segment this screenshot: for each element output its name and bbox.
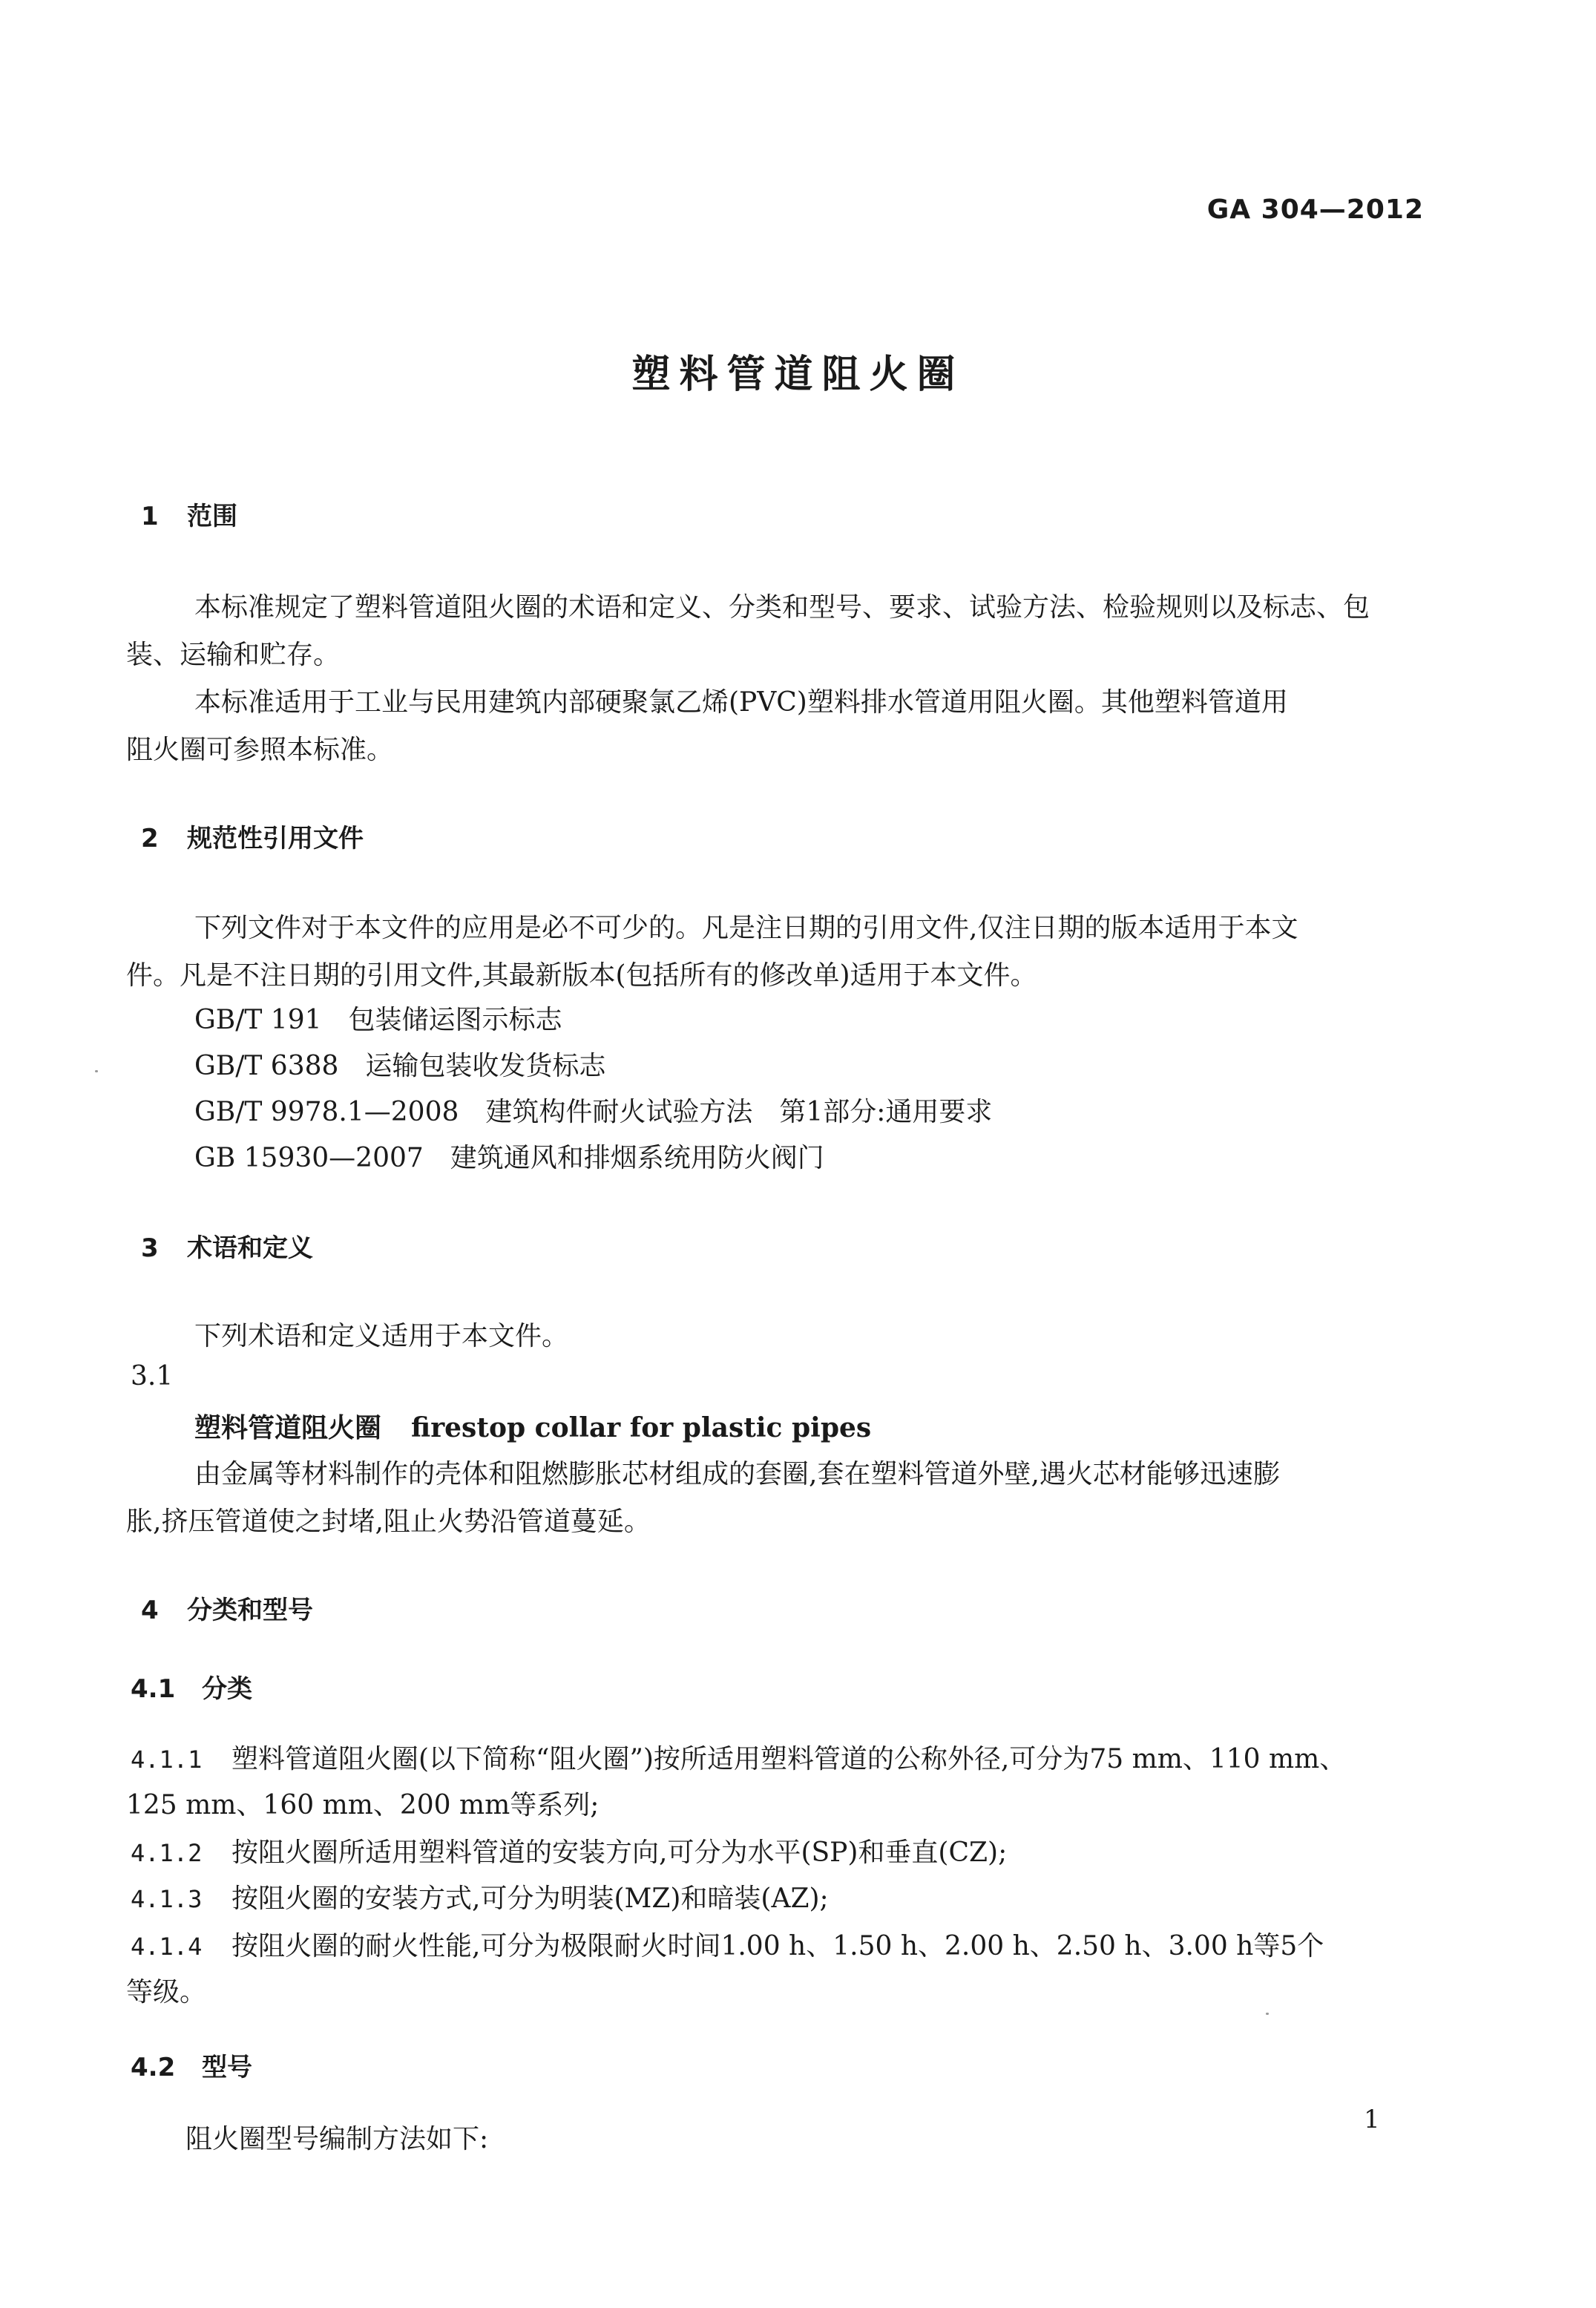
section-number: 4	[141, 1596, 159, 1625]
subsection-title: 型号	[202, 2053, 252, 2082]
reference-code: GB/T 9978.1—2008	[194, 1097, 459, 1127]
clause-number: 4.1.1	[131, 1745, 203, 1774]
section-title: 范围	[187, 502, 237, 531]
section-number: 1	[141, 502, 159, 531]
subsection-number: 4.1	[131, 1674, 176, 1704]
subsection-number: 4.2	[131, 2053, 176, 2082]
term-heading	[194, 1407, 871, 1445]
clause-text: 按阻火圈的安装方式,可分为明装(MZ)和暗装(AZ);	[231, 1884, 829, 1914]
page-number: 1	[1364, 2105, 1380, 2134]
standard-code: GA 304—2012	[1206, 194, 1424, 225]
clause-text: 按阻火圈所适用塑料管道的安装方向,可分为水平(SP)和垂直(CZ);	[231, 1837, 1008, 1868]
section-1-heading	[141, 496, 237, 532]
section-number: 2	[141, 824, 159, 853]
subsection-4-2-text: 阻火圈型号编制方法如下:	[185, 2124, 489, 2154]
clause-text: 按阻火圈的耐火性能,可分为极限耐火时间1.00 h、1.50 h、2.00 h、2.50 h、3.00 h等5个	[231, 1931, 1324, 1961]
s1-paragraph-1-line-1: 本标准规定了塑料管道阻火圈的术语和定义、分类和型号、要求、试验方法、检验规则以及标志、包	[194, 592, 1370, 623]
scan-speck	[1266, 2013, 1269, 2015]
clause-4-1-2	[131, 1832, 1007, 1869]
clause-4-1-1-line-1	[131, 1738, 1346, 1776]
normative-reference	[194, 1137, 824, 1175]
s1-paragraph-2-line-1: 本标准适用于工业与民用建筑内部硬聚氯乙烯(PVC)塑料排水管道用阻火圈。其他塑料管道用	[194, 687, 1288, 718]
clause-number: 4.1.3	[131, 1885, 203, 1913]
clause-number: 4.1.2	[131, 1839, 203, 1867]
s2-paragraph-line-1: 下列文件对于本文件的应用是必不可少的。凡是注日期的引用文件,仅注日期的版本适用于本文	[194, 913, 1298, 943]
section-2-heading	[141, 818, 364, 854]
clause-number: 4.1.4	[131, 1932, 203, 1961]
clause-4-1-3	[131, 1878, 829, 1915]
term-number: 3.1	[131, 1361, 174, 1391]
section-number: 3	[141, 1233, 159, 1263]
s1-paragraph-2-line-2: 阻火圈可参照本标准。	[126, 735, 394, 765]
term-definition-line-2: 胀,挤压管道使之封堵,阻止火势沿管道蔓延。	[126, 1507, 651, 1537]
subsection-title: 分类	[202, 1674, 252, 1704]
section-title: 分类和型号	[187, 1596, 313, 1625]
reference-title: 包装储运图示标志	[348, 1005, 562, 1035]
clause-4-1-4-line-1	[131, 1925, 1324, 1963]
section-4-heading	[141, 1590, 313, 1626]
clause-4-1-4-line-2: 等级。	[126, 1977, 207, 2007]
section-title: 术语和定义	[187, 1233, 313, 1263]
s1-paragraph-1-line-2: 装、运输和贮存。	[126, 640, 341, 670]
reference-title: 建筑构件耐火试验方法 第1部分:通用要求	[485, 1097, 993, 1127]
reference-title: 运输包装收发货标志	[365, 1051, 606, 1081]
subsection-4-1-heading	[131, 1668, 252, 1705]
reference-title: 建筑通风和排烟系统用防火阀门	[450, 1143, 824, 1173]
s3-intro: 下列术语和定义适用于本文件。	[194, 1321, 569, 1351]
clause-4-1-1-line-2: 125 mm、160 mm、200 mm等系列;	[126, 1790, 600, 1820]
normative-reference	[194, 999, 562, 1037]
reference-code: GB/T 6388	[194, 1051, 339, 1081]
reference-code: GB/T 191	[194, 1005, 322, 1035]
reference-code: GB 15930—2007	[194, 1143, 424, 1173]
scan-speck	[95, 1070, 98, 1072]
subsection-4-2-heading	[131, 2047, 252, 2083]
normative-reference	[194, 1045, 605, 1083]
section-3-heading	[141, 1227, 313, 1264]
term-chinese: 塑料管道阻火圈	[194, 1413, 382, 1443]
s2-paragraph-line-2: 件。凡是不注日期的引用文件,其最新版本(包括所有的修改单)适用于本文件。	[126, 960, 1037, 991]
term-english: firestop collar for plastic pipes	[411, 1412, 872, 1443]
section-title: 规范性引用文件	[187, 824, 364, 853]
normative-reference	[194, 1091, 992, 1129]
term-definition-line-1: 由金属等材料制作的壳体和阻燃膨胀芯材组成的套圈,套在塑料管道外壁,遇火芯材能够迅速膨	[194, 1459, 1280, 1489]
clause-text: 塑料管道阻火圈(以下简称“阻火圈”)按所适用塑料管道的公称外径,可分为75 mm、110 mm、	[231, 1744, 1347, 1774]
document-title: 塑料管道阻火圈	[631, 353, 965, 397]
